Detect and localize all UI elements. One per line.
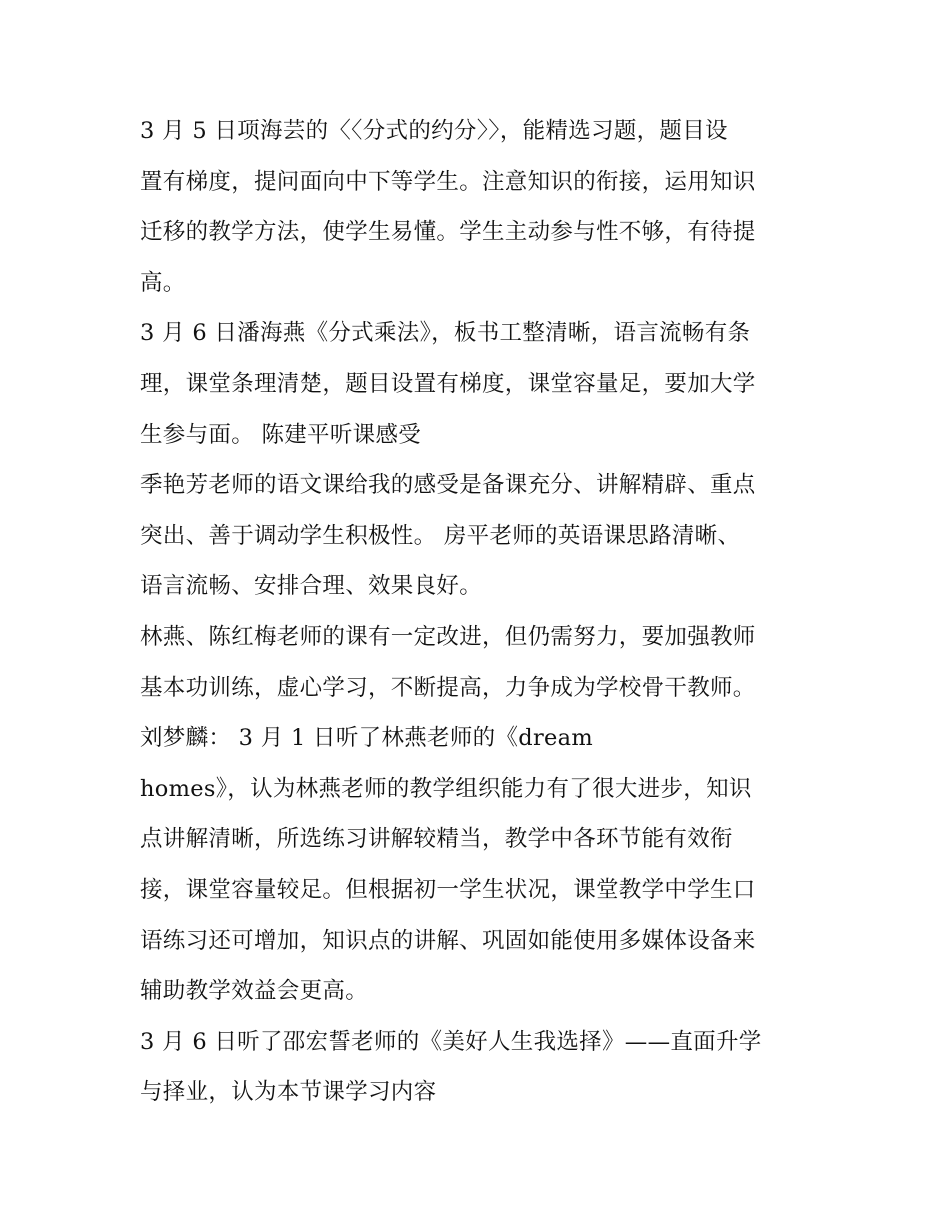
text-line: 与择业，认为本节课学习内容	[140, 1079, 437, 1106]
text-line: 林燕、陈红梅老师的课有一定改进，但仍需努力，要加强教师	[140, 623, 756, 650]
text-line: 突出、善于调动学生积极性。 房平老师的英语课思路清晰、	[140, 522, 741, 549]
text-line: 迁移的教学方法，使学生易懂。学生主动参与性不够，有待提	[140, 219, 756, 246]
text-line: 高。	[140, 269, 186, 296]
text-line: 点讲解清晰，所选练习讲解较精当，教学中各环节能有效衔	[140, 826, 733, 853]
text-line: 辅助教学效益会更高。	[140, 978, 369, 1005]
text-line: homes》，认为林燕老师的教学组织能力有了很大进步，知识	[140, 775, 752, 802]
text-line: 生参与面。 陈建平听课感受	[140, 421, 422, 448]
text-line: 理，课堂条理清楚，题目设置有梯度，课堂容量足，要加大学	[140, 370, 756, 397]
text-line: 季艳芳老师的语文课给我的感受是备课充分、讲解精辟、重点	[140, 472, 756, 499]
text-line: 接，课堂容量较足。但根据初一学生状况，课堂教学中学生口	[140, 876, 756, 903]
text-line: 3 月 6 日潘海燕《分式乘法》，板书工整清晰，语言流畅有条	[140, 320, 751, 347]
text-line: 语练习还可增加，知识点的讲解、巩固如能使用多媒体设备来	[140, 927, 756, 954]
text-line: 语言流畅、安排合理、效果良好。	[140, 573, 483, 600]
text-line: 刘梦麟： 3 月 1 日听了林燕老师的《dream	[140, 725, 593, 752]
text-line: 基本功训练，虚心学习，不断提高，力争成为学校骨干教师。	[140, 674, 756, 701]
document-body	[140, 106, 820, 1118]
text-line: 3 月 6 日听了邵宏誓老师的《美好人生我选择》——直面升学	[140, 1028, 762, 1055]
text-line: 置有梯度，提问面向中下等学生。注意知识的衔接，运用知识	[140, 168, 756, 195]
text-line: 3 月 5 日项海芸的〈〈分式的约分〉〉，能精选习题，题目设	[140, 118, 728, 144]
